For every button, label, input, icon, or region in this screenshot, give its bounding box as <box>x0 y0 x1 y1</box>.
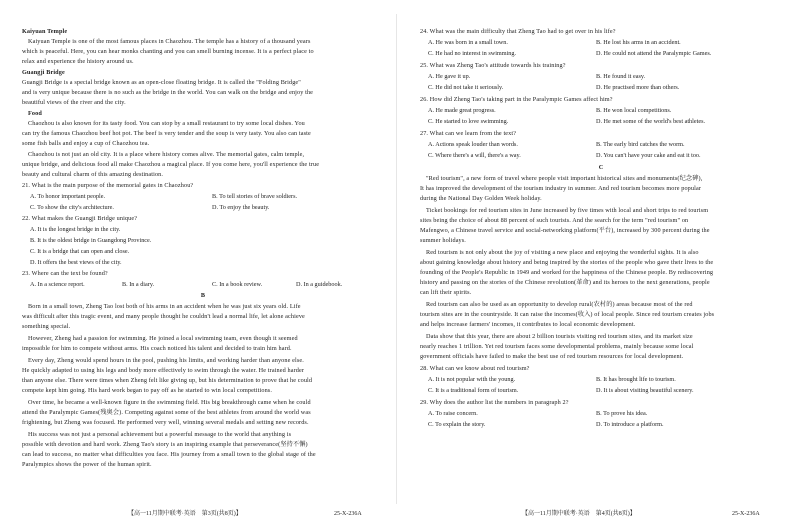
text-line: Every day, Zheng would spend hours in the pool, pushing his limits, and working harder than anyone else. <box>28 357 304 364</box>
right-column <box>420 22 782 492</box>
text-line: relax and experience the history around us. <box>22 58 134 65</box>
q27-option-d: D. You can't have your cake and eat it too. <box>596 152 701 159</box>
q27-option-c: C. Where there's a will, there's a way. <box>428 152 521 159</box>
text-line: was difficult after this tragic event, and many people thought he couldn't lead a normal life, let alone achieve <box>22 313 305 320</box>
text-line: It has improved the development of the tourism industry in summer. And red tourism becomes more popular <box>420 185 702 192</box>
text-line: He quickly adapted to using his legs and body more effectively to swim through the water. He trained harder <box>22 367 305 374</box>
text-line: Chaozhou is not just an old city. It is a place where history comes alive. The memorial gates, calm temple, <box>28 151 305 158</box>
q29-option-a: A. To raise concern. <box>428 410 478 417</box>
section-c-heading: C <box>598 164 604 171</box>
q22-option-b: B. It is the oldest bridge in Guangdong Province. <box>30 237 152 244</box>
text-line: than anyone else. There were times when Zheng felt like giving up, but his determination to prove that he could <box>22 377 313 384</box>
question-23: 23. Where can the text be found? <box>22 270 108 277</box>
q23-option-c: C. In a book review. <box>212 281 263 288</box>
q27-option-b: B. The early bird catches the worm. <box>596 141 685 148</box>
text-line: founding of the People's Republic in 1949 and worked for the happiness of the Chinese people. By rediscovering <box>420 269 714 276</box>
text-line: Chaozhou is also known for its tasty food. You can stop by a small restaurant to try some local dishes. You <box>28 120 305 127</box>
q26-option-a: A. He made great progress. <box>428 107 496 114</box>
text-line: Ticket bookings for red tourism sites in June increased by five times with local and short trips to red tourism <box>426 207 709 214</box>
question-24: 24. What was the main difficulty that Zheng Tao had to get over in his life? <box>420 28 616 35</box>
question-22: 22. What makes the Guangji Bridge unique? <box>22 215 138 222</box>
text-line: and is very unique because there is no such as the bridge in the world. You can walk on the bridge and enjoy the <box>22 89 314 96</box>
text-line: beautiful views of the river and the city. <box>22 99 126 106</box>
question-27: 27. What can we learn from the text? <box>420 130 517 137</box>
text-line: possible with devotion and hard work. Zheng Tao's story is an inspiring example that perseverance(坚持不懈) <box>22 441 308 448</box>
text-line: compete kept him going. His hard work began to pay off as he started to win local competitions. <box>22 387 273 394</box>
q21-option-c: C. To show the city's architecture. <box>30 204 114 211</box>
text-line: Paralympics shows the power of the human spirit. <box>22 461 152 468</box>
text-line: Guangji Bridge is a special bridge known as an open-close floating bridge. It is called the "Folding Bridge" <box>22 79 301 86</box>
q21-option-a: A. To honor important people. <box>30 193 106 200</box>
q29-option-b: B. To prove his idea. <box>596 410 648 417</box>
text-line: government officials have failed to make the best use of red tourism resources for local development. <box>420 353 684 360</box>
heading-kaiyuan: Kaiyuan Temple <box>22 28 68 35</box>
q25-option-d: D. He practised more than others. <box>596 84 680 91</box>
q21-option-b: B. To tell stories of brave soldiers. <box>212 193 298 200</box>
q21-option-d: D. To enjoy the beauty. <box>212 204 270 211</box>
q27-option-a: A. Actions speak louder than words. <box>428 141 518 148</box>
question-21: 21. What is the main purpose of the memorial gates in Chaozhou? <box>22 182 194 189</box>
text-line: can lead to success, no matter what difficulties you face. His journey from a small town to the global stage of the <box>22 451 316 458</box>
text-line: which is peaceful. Here, you can hear monks chanting and you can smell burning incense. It is a perfect place to <box>22 48 314 55</box>
text-line: beauty and cultural charm of this amazing destination. <box>22 171 164 178</box>
text-line: His success was not just a personal achievement but a powerful message to the world that anything is <box>28 431 292 438</box>
q28-option-c: C. It is a traditional form of tourism. <box>428 387 519 394</box>
q26-option-d: D. He met some of the world's best athletes. <box>596 118 706 125</box>
q29-option-d: D. To introduce a platform. <box>596 421 664 428</box>
q25-option-b: B. He found it easy. <box>596 73 646 80</box>
text-line: "Red tourism", a new form of travel where people visit important historical sites and monuments(纪念碑), <box>426 175 703 182</box>
q22-option-c: C. It is a bridge that can open and close. <box>30 248 130 255</box>
text-line: some fish balls and enjoy a cup of Chaozhou tea. <box>22 140 150 147</box>
heading-food: Food <box>28 110 42 117</box>
section-b-heading: B <box>200 292 206 299</box>
question-29: 29. Why does the author list the numbers in paragraph 2? <box>420 399 569 406</box>
text-line: summer holidays. <box>420 237 466 244</box>
text-line: unique bridge, and delicious food all make Chaozhou a magical place. If you come here, you'll experience the true <box>22 161 320 168</box>
text-line: Red tourism is not only about the joy of visiting a new place and enjoying the wonderful sights. It is also <box>426 249 699 256</box>
q25-option-a: A. He gave it up. <box>428 73 471 80</box>
q26-option-c: C. He started to love swimming. <box>428 118 509 125</box>
q28-option-d: D. It is about visiting beautiful scenery. <box>596 387 694 394</box>
q22-option-d: D. It offers the best views of the city. <box>30 259 122 266</box>
left-page-footer: 【高一11月期中联考·英语 第3页(共8页)】 <box>128 511 242 517</box>
q25-option-c: C. He did not take it seriously. <box>428 84 504 91</box>
q24-option-b: B. He lost his arms in an accident. <box>596 39 681 46</box>
q24-option-c: C. He had no interest in swimming. <box>428 50 516 57</box>
text-line: about gaining knowledge about history and being inspired by the stories of the people who gave their lives to the <box>420 259 714 266</box>
q23-option-b: B. In a diary. <box>122 281 155 288</box>
q24-option-d: D. He could not attend the Paralympic Games. <box>596 50 712 57</box>
text-line: Kaiyuan Temple is one of the most famous places in Chaozhou. The temple has a history of a thousand years <box>28 38 311 45</box>
text-line: tourism sites are in the countryside. It can raise the incomes(收入) of local people. Since red tourism creates jobs <box>420 311 715 318</box>
text-line: sites being the choice of about 88 percent of such tourists. And the search for the term "red tourism" on <box>420 217 689 224</box>
text-line: can try the famous Chaozhou beef hot pot. The beef is very tender and the soup is very tasty. You also can taste <box>22 130 311 137</box>
question-28: 28. What can we know about red tourism? <box>420 365 530 372</box>
left-column <box>22 22 384 492</box>
text-line: during the National Day Golden Week holiday. <box>420 195 542 202</box>
q23-option-d: D. In a guidebook. <box>296 281 343 288</box>
text-line: Born in a small town, Zheng Tao lost both of his arms in an accident when he was just six years old. Life <box>28 303 301 310</box>
text-line: Mafengwo, a Chinese travel service and social-networking platform(平台), increased by 300 percent during the <box>420 227 710 234</box>
q22-option-a: A. It is the longest bridge in the city. <box>30 226 121 233</box>
text-line: history and passing on the stories of the Chinese revolution(革命) and its heroes to the next generations, people <box>420 279 710 286</box>
left-page-code: 25-X-236A <box>334 511 362 517</box>
q28-option-b: B. It has brought life to tourism. <box>596 376 676 383</box>
text-line: However, Zheng had a passion for swimming. He joined a local swimming team, even though it seemed <box>28 335 298 342</box>
text-line: Red tourism can also be used as an opportunity to develop rural(农村的) areas because most of the red <box>426 301 693 308</box>
question-26: 26. How did Zheng Tao's taking part in the Paralympic Games affect him? <box>420 96 613 103</box>
text-line: can lift their spirits. <box>420 289 472 296</box>
right-page-footer: 【高一11月期中联考·英语 第4页(共8页)】 <box>522 511 636 517</box>
q23-option-a: A. In a science report. <box>30 281 85 288</box>
text-line: nearly reaches 1 trillion. Yet red tourism faces some developmental problems, mainly because some local <box>420 343 694 350</box>
text-line: Data show that this year, there are about 2 billion tourists visiting red tourism sites, and its market size <box>426 333 693 340</box>
text-line: something special. <box>22 323 71 330</box>
q26-option-b: B. He won local competitions. <box>596 107 672 114</box>
q28-option-a: A. It is not popular with the young. <box>428 376 516 383</box>
heading-guangji: Guangji Bridge <box>22 69 65 76</box>
page-divider <box>396 14 397 504</box>
text-line: and helps increase farmers' incomes, it contributes to local economic development. <box>420 321 636 328</box>
question-25: 25. What was Zheng Tao's attitude towards his training? <box>420 62 566 69</box>
right-page-code: 25-X-236A <box>732 511 760 517</box>
text-line: Over time, he became a well-known figure in the swimming field. His big breakthrough came when he could <box>28 399 311 406</box>
text-line: impossible for him to compete without arms. His coach noticed his talent and decided to train him hard. <box>22 345 292 352</box>
q29-option-c: C. To explain the story. <box>428 421 486 428</box>
text-line: attend the Paralympic Games(残奥会). Competing against some of the best athletes from around the world was <box>22 409 311 416</box>
q24-option-a: A. He was born in a small town. <box>428 39 508 46</box>
text-line: frightening, but Zheng was focused. He performed very well, winning several medals and setting new records. <box>22 419 309 426</box>
